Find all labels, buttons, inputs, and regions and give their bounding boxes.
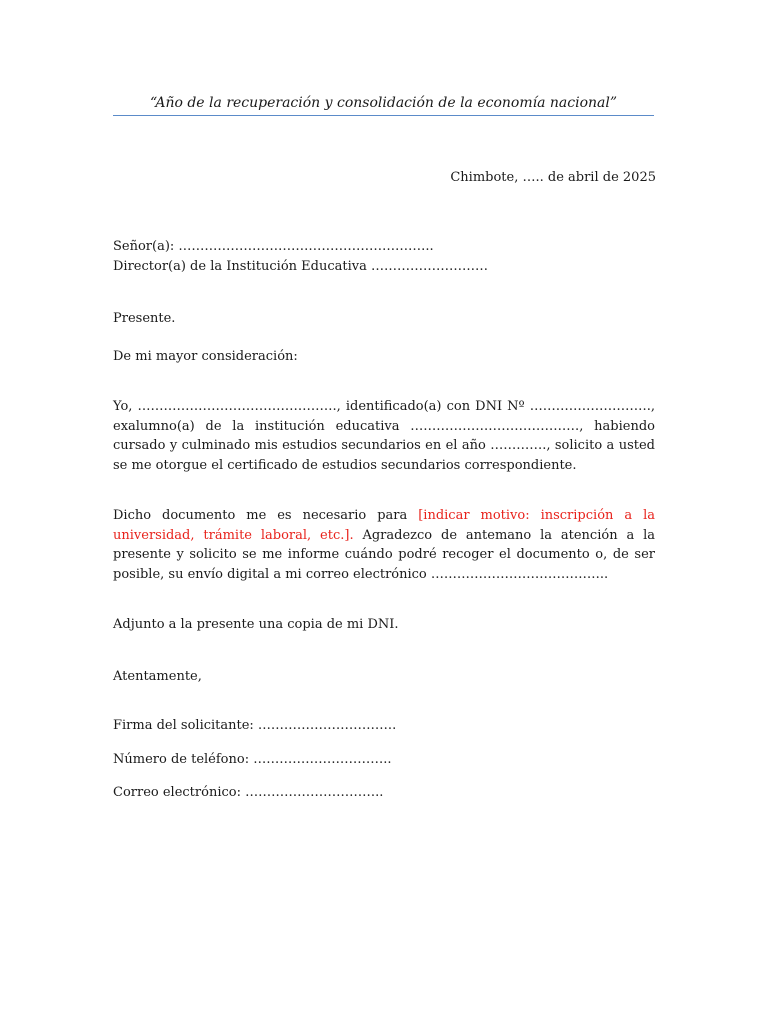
recipient-title-line: Director(a) de la Institución Educativa ……………………… bbox=[113, 258, 489, 274]
signature-field: Firma del solicitante: ………………………….. bbox=[113, 718, 397, 733]
header-motto: “Año de la recuperación y consolidación de la economía nacional” bbox=[149, 95, 618, 111]
recipient-block bbox=[113, 237, 655, 276]
attachment-line: Adjunto a la presente una copia de mi DNI. bbox=[113, 617, 399, 632]
body-paragraph-1: Yo, ………………………………………., identificado(a) con DNI Nº ………………………., exalumno(a) de la institución educativa …………………………………, habiendo cursado y culminado mis estudios secundarios en el año …………., solicito a usted se me otorgue el certificado de estudios secundarios correspondiente. bbox=[113, 399, 655, 473]
email-field: Correo electrónico: ………………………….. bbox=[113, 785, 384, 800]
header-divider bbox=[113, 115, 654, 116]
phone-field: Número de teléfono: ………………………….. bbox=[113, 752, 392, 767]
presente-line: Presente. bbox=[113, 311, 176, 326]
motive-placeholder: [indicar motivo: inscripción a la universidad, trámite laboral, etc.]. bbox=[113, 508, 655, 543]
closing-line: Atentamente, bbox=[113, 669, 202, 684]
date-line: Chimbote, ….. de abril de 2025 bbox=[450, 170, 656, 185]
body-paragraph-2 bbox=[113, 506, 655, 584]
paragraph-2-rest: Agradezco de antemano la atención a la presente y solicito se me informe cuándo podré recoger el documento o, de ser posible, su envío digital a mi correo electrónico ………………………………….. bbox=[113, 527, 655, 582]
recipient-name-line: Señor(a): ………………………………………………….. bbox=[113, 239, 434, 254]
consideracion-line: De mi mayor consideración: bbox=[113, 349, 298, 364]
paragraph-2-intro: Dicho documento me es necesario para bbox=[113, 508, 419, 523]
